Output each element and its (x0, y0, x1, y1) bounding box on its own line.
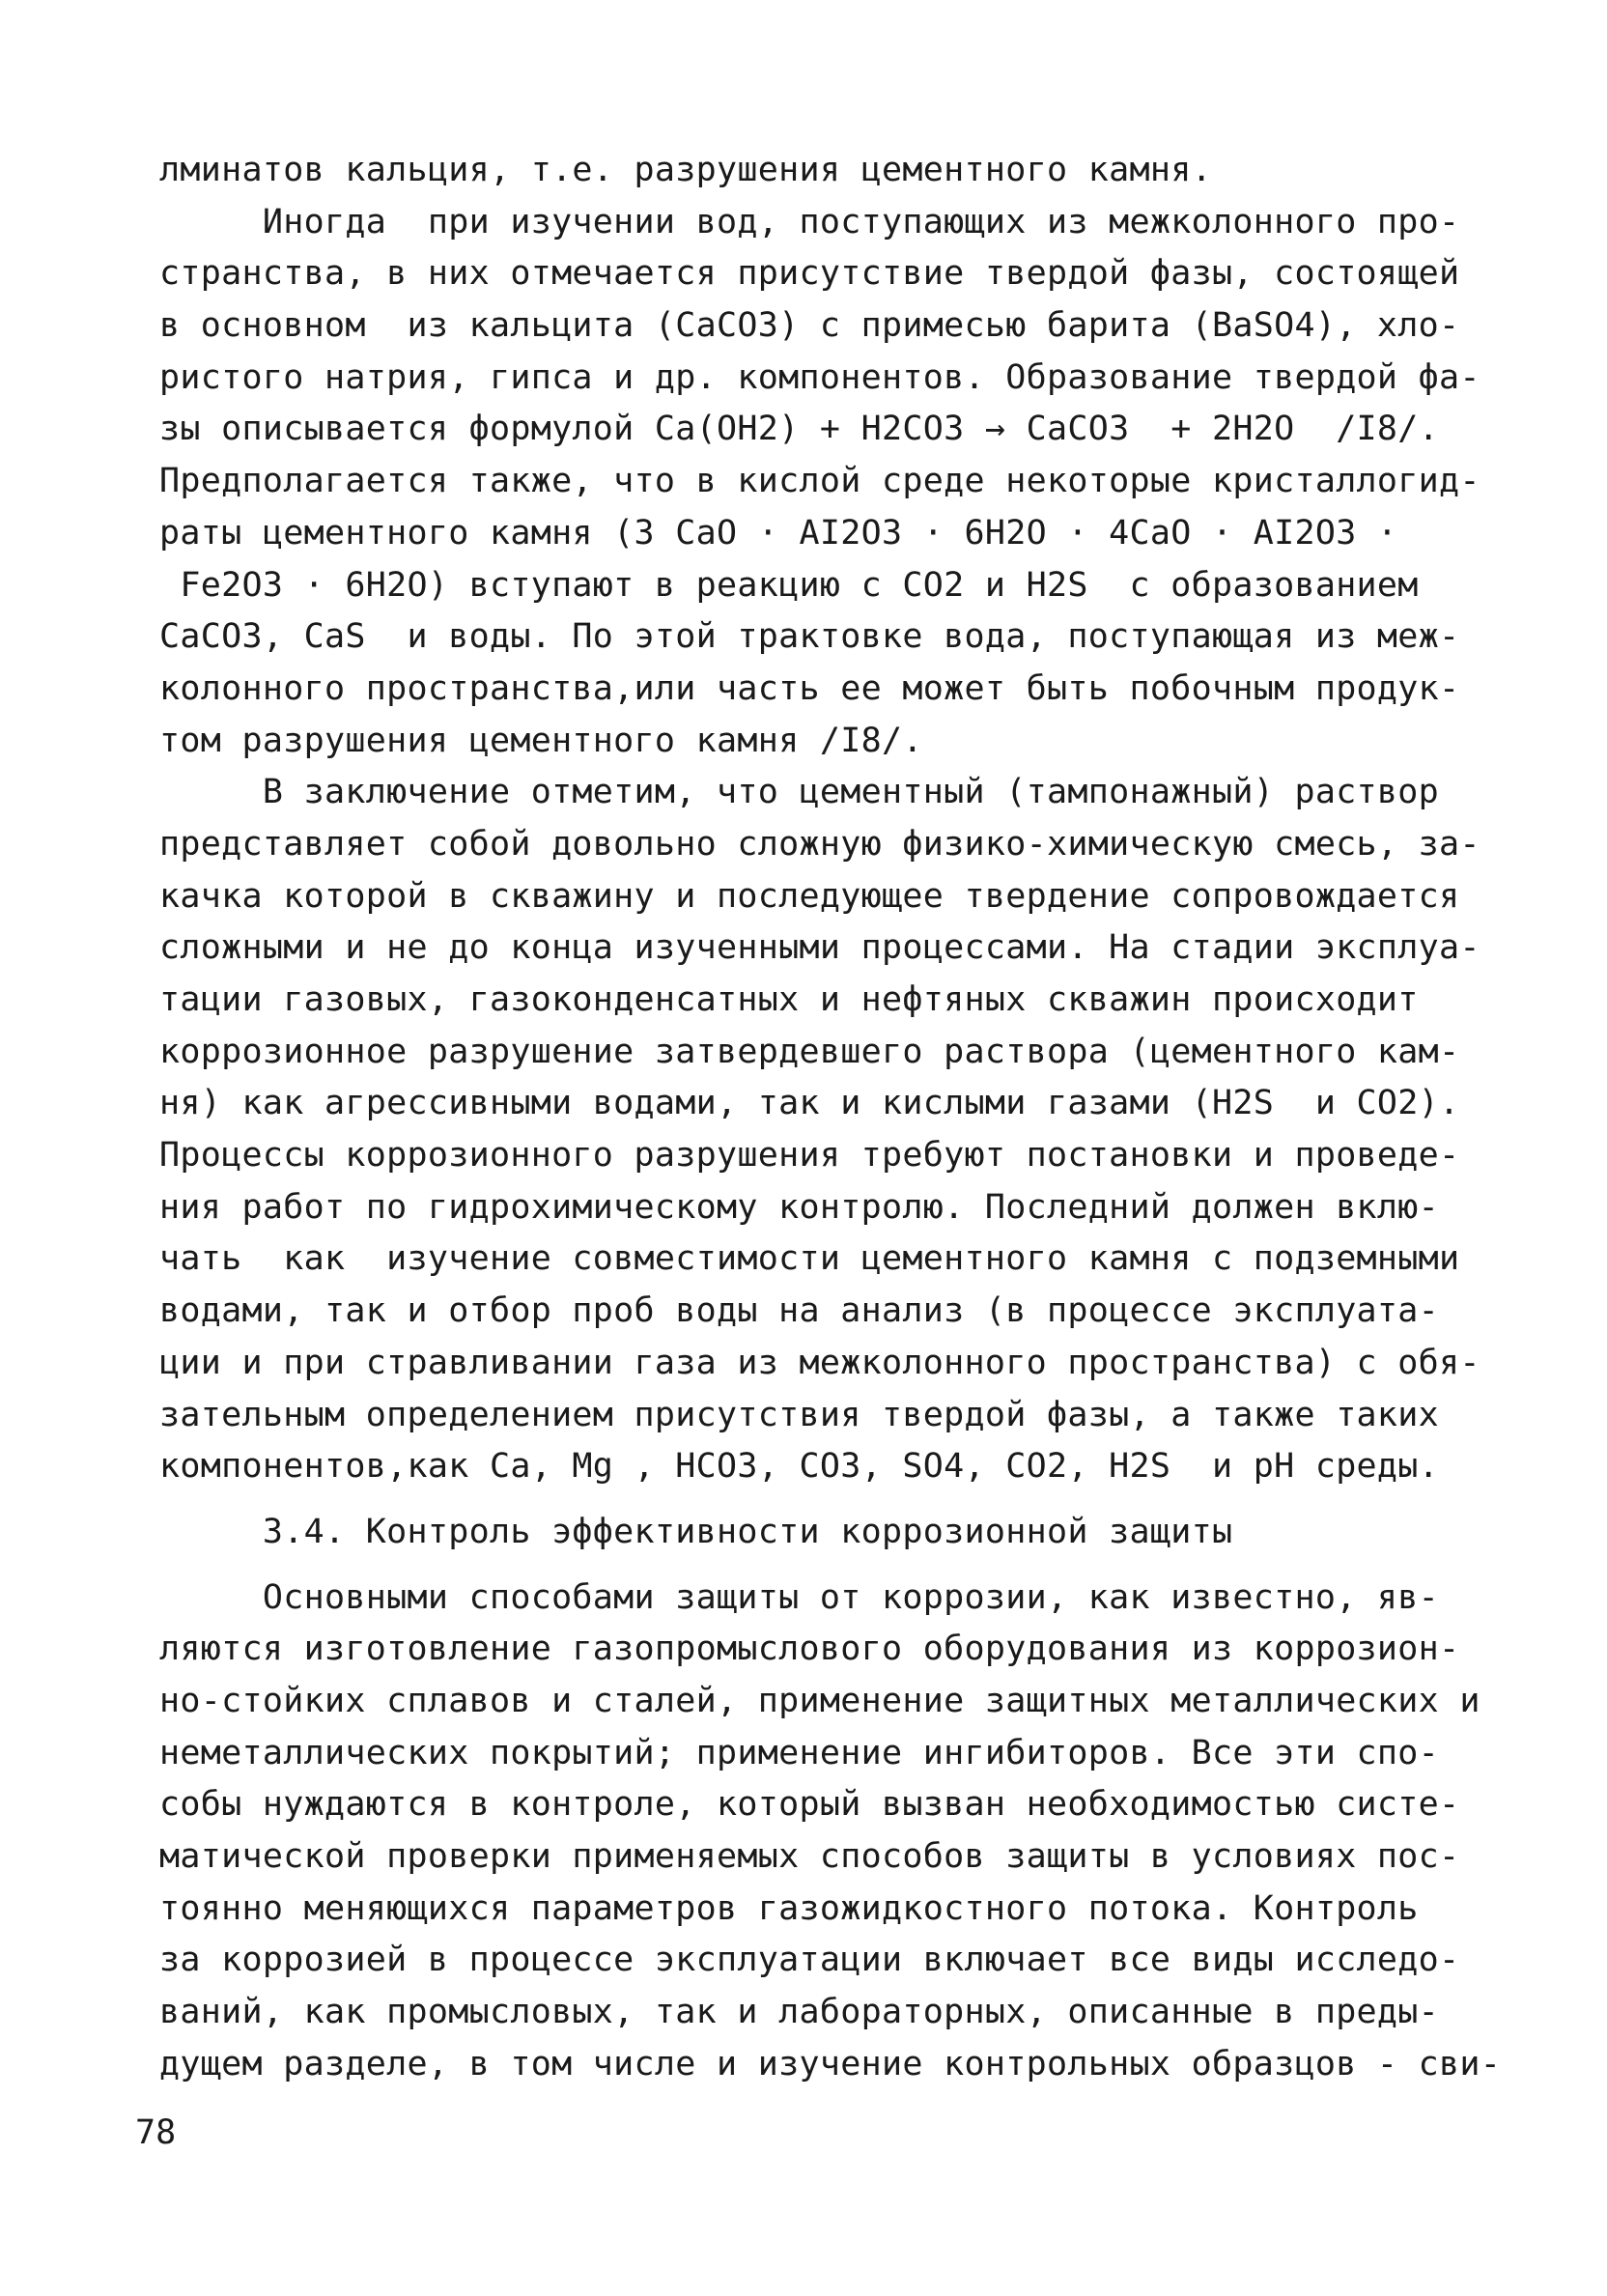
text-line: странства, в них отмечается присутствие твердой фазы, состоящей (159, 254, 1460, 294)
text-line: ристого натрия, гипса и др. компонентов. Образование твердой фа- (159, 357, 1480, 397)
text-line: представляет собой довольно сложную физико-химическую смесь, за- (159, 824, 1480, 864)
text-line: чать как изучение совместимости цементного камня с подземными (159, 1239, 1460, 1279)
text-line: колонного пространства,или часть ее может быть побочным продук- (159, 668, 1460, 708)
text-line: в основном из кальцита (CaCO3) с примесью барита (BaSO4), хло- (159, 306, 1460, 346)
text-line: дущем разделе, в том числе и изучение контрольных образцов - сви- (159, 2044, 1502, 2083)
text-line: собы нуждаются в контроле, который вызван необходимостью систе- (159, 1785, 1460, 1825)
text-line: лминатов кальция, т.е. разрушения цементного камня. (159, 151, 1212, 189)
text-line: ции и при стравливании газа из межколонного пространства) с обя- (159, 1343, 1480, 1382)
text-line: сложными и не до конца изученными процессами. На стадии эксплуа- (159, 928, 1480, 968)
text-line: ляются изготовление газопромыслового оборудования из коррозион- (159, 1630, 1460, 1669)
text-line: качка которой в скважину и последующее твердение сопровождается (159, 876, 1460, 916)
body-text (159, 145, 1502, 2090)
text-line: неметаллических покрытий; применение ингибиторов. Все эти спо- (159, 1733, 1440, 1772)
text-line: Процессы коррозионного разрушения требуют постановки и проведе- (159, 1136, 1460, 1176)
text-line: матической проверки применяемых способов защиты в условиях пос- (159, 1837, 1460, 1876)
text-line: ваний, как промысловых, так и лабораторных, описанные в преды- (159, 1993, 1440, 2032)
text-line: компонентов,как Ca, Mg , HCO3, CO3, SO4, CO2, H2S и pH среды. (159, 1447, 1440, 1487)
text-line: CaCO3, CaS и воды. По этой трактовке вода, поступающая из меж- (159, 617, 1460, 657)
text-line: ня) как агрессивными водами, так и кислыми газами (H2S и CO2). (159, 1084, 1460, 1123)
text-line: коррозионное разрушение затвердевшего раствора (цементного кам- (159, 1032, 1460, 1071)
text-line: Иногда при изучении вод, поступающих из межколонного про- (159, 202, 1460, 241)
text-line: Предполагается также, что в кислой среде некоторые кристаллогид- (159, 462, 1480, 501)
text-line: водами, так и отбор проб воды на анализ (в процессе эксплуата- (159, 1291, 1440, 1331)
text-line: за коррозией в процессе эксплуатации включает все виды исследо- (159, 1941, 1460, 1980)
text-line: Основными способами защиты от коррозии, как известно, яв- (159, 1577, 1440, 1617)
text-line: ния работ по гидрохимическому контролю. Последний должен вклю- (159, 1187, 1440, 1227)
section-heading: 3.4. Контроль эффективности коррозионной защиты (159, 1512, 1233, 1551)
text-line: зательным определением присутствия твердой фазы, а также таких (159, 1395, 1440, 1434)
text-line: Fe2O3 · 6H2O) вступают в реакцию с CO2 и H2S с образованием (159, 565, 1419, 605)
text-line: раты цементного камня (3 CaO · AI2O3 · 6H2O · 4CaO · AI2O3 · (159, 513, 1398, 553)
text-line: В заключение отметим, что цементный (тампонажный) раствор (159, 773, 1440, 812)
text-line: но-стойких сплавов и сталей, применение защитных металлических и (159, 1681, 1480, 1720)
text-line: том разрушения цементного камня /I8/. (159, 721, 923, 760)
text-line: зы описывается формулой Ca(OH2) + H2CO3 → CaCO3 + 2H2O /I8/. (159, 410, 1440, 449)
text-line: тоянно меняющихся параметров газожидкостного потока. Контроль (159, 1888, 1419, 1928)
text-line: тации газовых, газоконденсатных и нефтяных скважин происходит (159, 980, 1419, 1019)
page-number: 78 (135, 2113, 177, 2152)
